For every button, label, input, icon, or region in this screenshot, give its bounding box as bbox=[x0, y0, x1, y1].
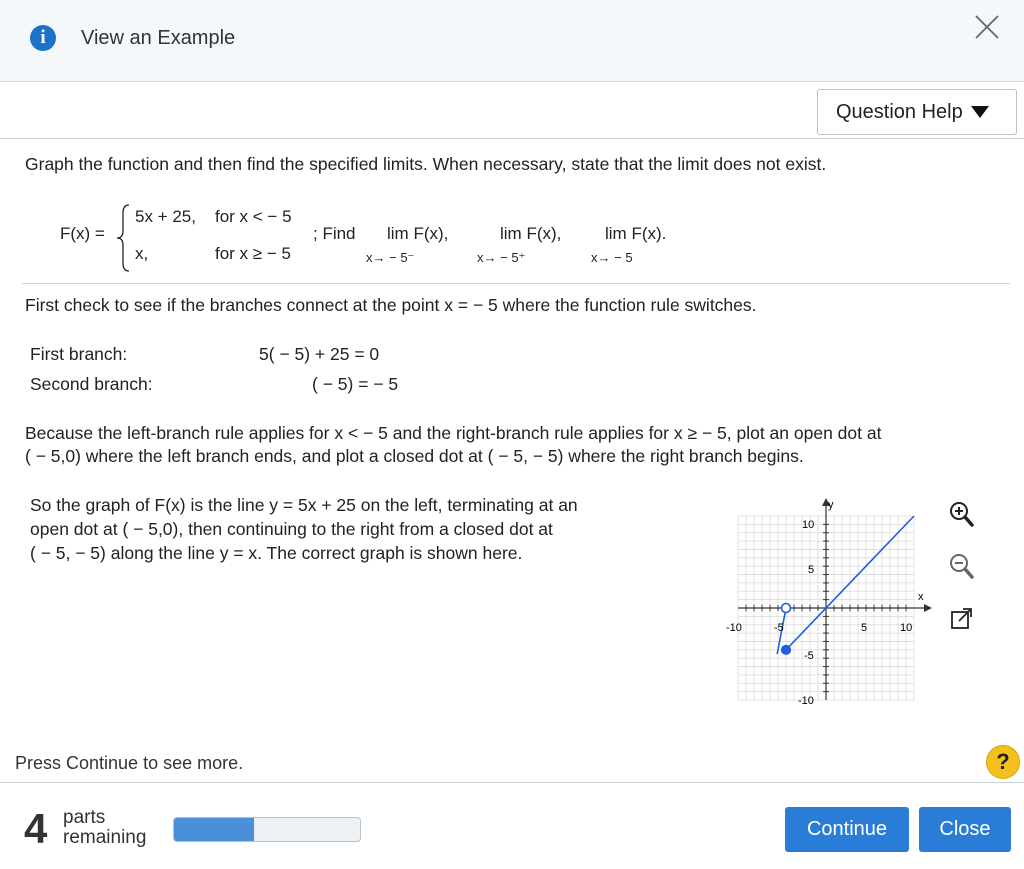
help-icon[interactable]: ? bbox=[986, 745, 1020, 779]
check-text: First check to see if the branches connect at the point x = − 5 where the function rule switches. bbox=[25, 295, 757, 315]
y-tick-m10: -10 bbox=[798, 695, 814, 707]
y-tick-10: 10 bbox=[802, 519, 815, 531]
second-branch-label: Second branch: bbox=[30, 374, 153, 394]
first-branch-label: First branch: bbox=[30, 344, 128, 364]
function-label: F(x) = bbox=[60, 224, 105, 243]
info-icon: i bbox=[30, 25, 56, 51]
parts-remaining-label bbox=[63, 808, 146, 848]
piece1-expression: 5x + 25, bbox=[135, 207, 196, 226]
y-tick-5: 5 bbox=[808, 564, 815, 576]
close-button[interactable]: Close bbox=[919, 807, 1011, 852]
zoom-out-icon[interactable] bbox=[946, 551, 976, 581]
continue-button[interactable]: Continue bbox=[785, 807, 909, 852]
graph-description-line3: ( − 5, − 5) along the line y = x. The correct graph is shown here. bbox=[30, 543, 523, 563]
progress-bar bbox=[173, 817, 361, 842]
zoom-in-icon[interactable] bbox=[946, 499, 976, 529]
divider bbox=[0, 138, 1024, 139]
question-help-label: Question Help bbox=[836, 100, 963, 123]
graph-description-line1: So the graph of F(x) is the line y = 5x + 25 on the left, terminating at an bbox=[30, 495, 578, 515]
parts-remaining-count: 4 bbox=[24, 805, 48, 852]
x-axis-label: x bbox=[918, 591, 924, 603]
piece1-condition: for x < − 5 bbox=[215, 207, 292, 226]
top-bar bbox=[0, 0, 1024, 82]
function-graph bbox=[722, 495, 944, 715]
open-dot bbox=[782, 604, 791, 613]
x-axis-arrow bbox=[924, 604, 932, 612]
limit-right: lim F(x), bbox=[500, 224, 562, 243]
parts-word: parts bbox=[63, 807, 106, 828]
limit-two-sided-subscript: x→ − 5 bbox=[591, 250, 633, 265]
limit-left-subscript: x→ − 5⁻ bbox=[366, 250, 415, 265]
problem-prompt: Graph the function and then find the specified limits. When necessary, state that the limit does not exist. bbox=[25, 154, 827, 174]
brace-icon bbox=[115, 203, 131, 273]
y-tick-m5: -5 bbox=[804, 650, 814, 662]
remaining-word: remaining bbox=[63, 827, 147, 848]
graph-series bbox=[777, 516, 914, 654]
piece2-expression: x, bbox=[135, 244, 149, 263]
find-label: ; Find bbox=[313, 224, 356, 243]
limit-two-sided: lim F(x). bbox=[605, 224, 667, 243]
because-text-line2: ( − 5,0) where the left branch ends, and plot a closed dot at ( − 5, − 5) where the right branch begins. bbox=[25, 446, 804, 466]
limit-right-subscript: x→ − 5⁺ bbox=[477, 250, 526, 265]
expand-graph-icon[interactable] bbox=[946, 603, 976, 633]
x-tick-m5: -5 bbox=[774, 622, 784, 634]
because-text-line1: Because the left-branch rule applies for x < − 5 and the right-branch rule applies for x ≥ − 5, plot an open dot at bbox=[25, 423, 882, 443]
view-example-title: View an Example bbox=[81, 27, 236, 49]
divider bbox=[22, 283, 1010, 284]
dropdown-triangle-icon bbox=[971, 106, 989, 118]
closed-dot bbox=[782, 645, 791, 654]
graph-description-line2: open dot at ( − 5,0), then continuing to the right from a closed dot at bbox=[30, 519, 553, 539]
first-branch-value: 5( − 5) + 25 = 0 bbox=[259, 344, 380, 364]
close-icon[interactable] bbox=[974, 14, 1000, 40]
limit-left: lim F(x), bbox=[387, 224, 449, 243]
x-tick-m10: -10 bbox=[726, 622, 742, 634]
x-tick-5: 5 bbox=[861, 622, 868, 634]
progress-fill bbox=[174, 818, 254, 841]
piece2-condition: for x ≥ − 5 bbox=[215, 244, 291, 263]
y-axis-label: y bbox=[828, 499, 834, 511]
press-continue-text: Press Continue to see more. bbox=[15, 753, 244, 773]
x-tick-10: 10 bbox=[900, 622, 913, 634]
question-help-button[interactable] bbox=[817, 89, 1017, 135]
divider bbox=[0, 782, 1024, 783]
second-branch-value: ( − 5) = − 5 bbox=[312, 374, 399, 394]
